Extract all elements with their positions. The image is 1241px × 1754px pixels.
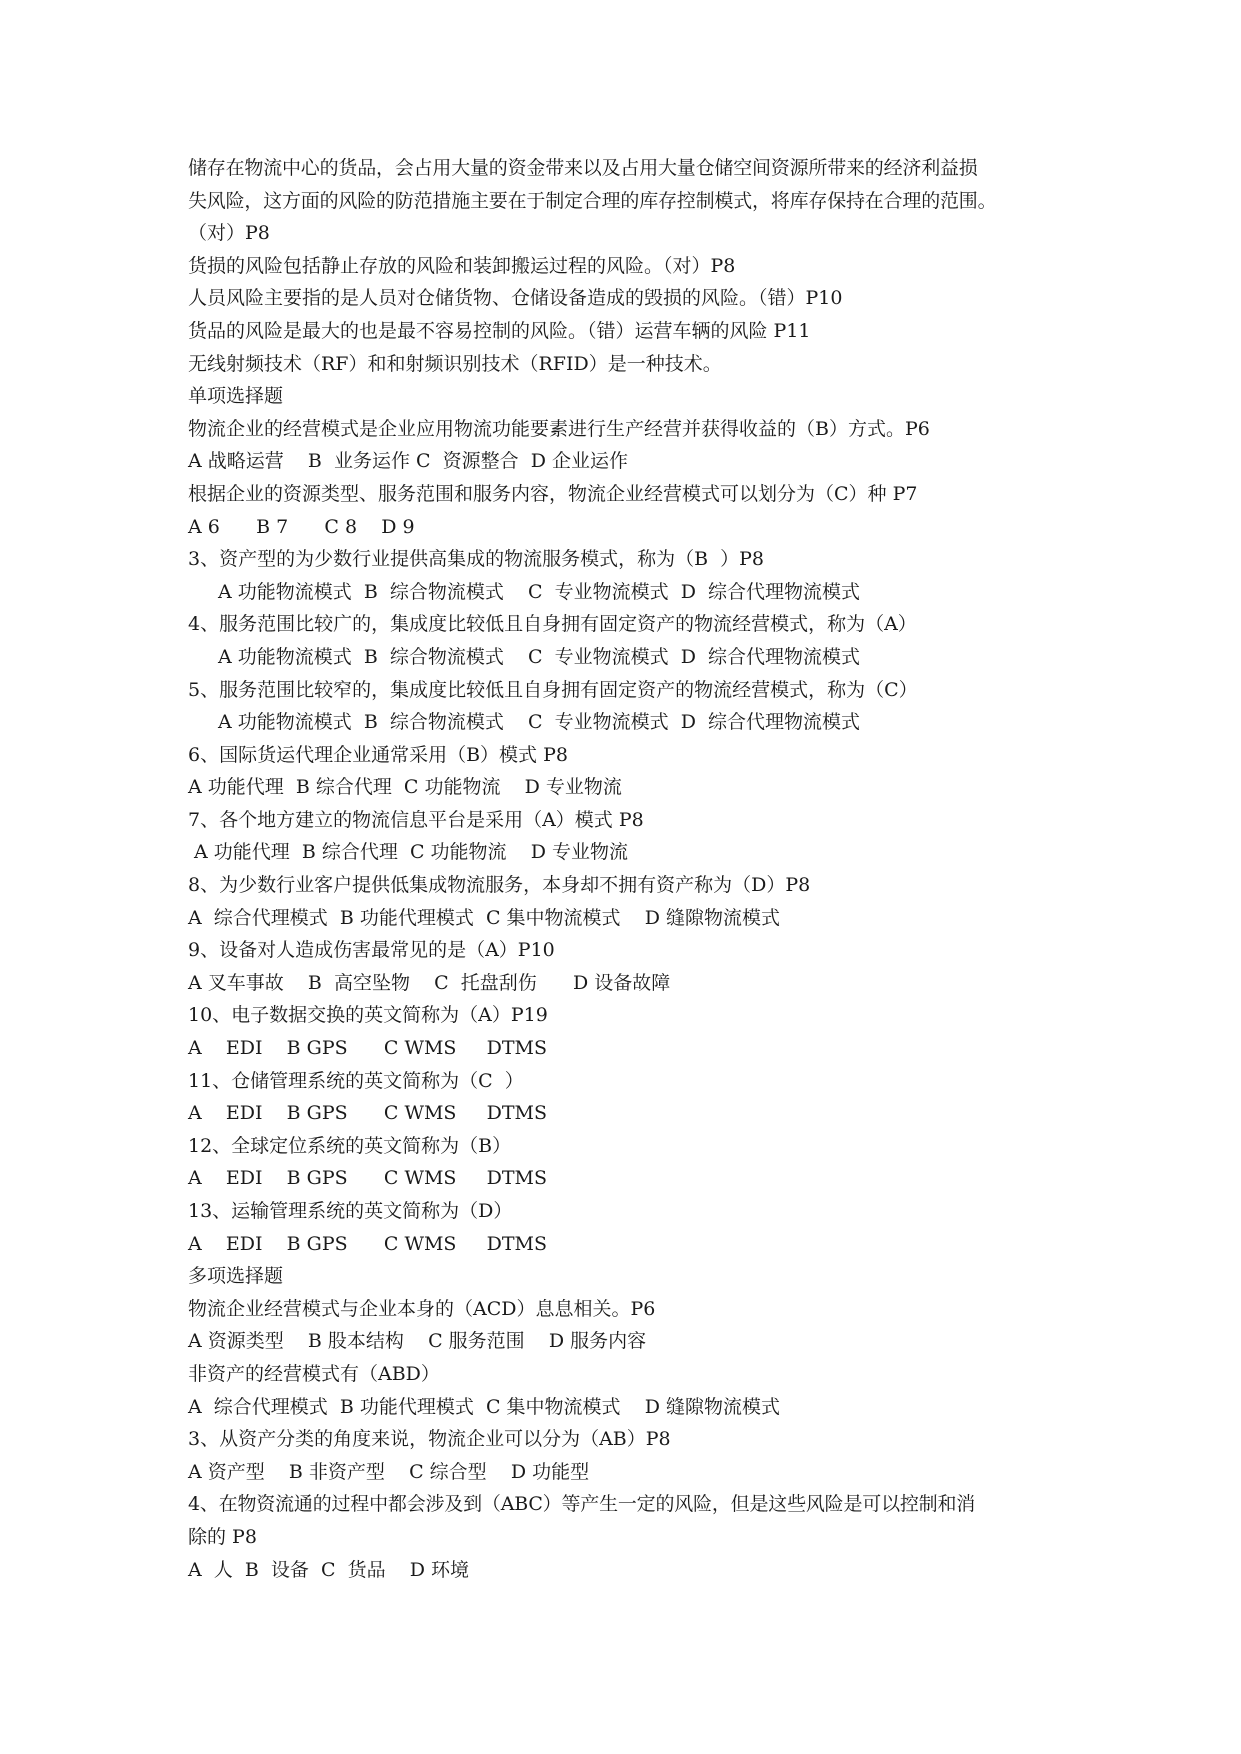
paragraph-line: 储存在物流中心的货品，会占用大量的资金带来以及占用大量仓储空间资源所带来的经济利益损 bbox=[188, 157, 978, 179]
document-body bbox=[188, 152, 1068, 1586]
answer-options: A EDI B GPS C WMS DTMS bbox=[188, 1037, 548, 1060]
answer-options: A 战略运营 B 业务运作 C 资源整合 D 企业运作 bbox=[188, 450, 628, 473]
question-line: 3、资产型的为少数行业提供高集成的物流服务模式，称为（B ）P8 bbox=[188, 548, 765, 571]
section-heading-multiple-choice: 多项选择题 bbox=[188, 1265, 284, 1288]
true-false-item: 货品的风险是最大的也是最不容易控制的风险。（错）运营车辆的风险 P11 bbox=[188, 319, 811, 342]
question-line: 13、运输管理系统的英文简称为（D） bbox=[188, 1200, 513, 1222]
true-false-item: 人员风险主要指的是人员对仓储货物、仓储设备造成的毁损的风险。（错）P10 bbox=[188, 287, 843, 310]
question-line: 6、国际货运代理企业通常采用（B）模式 P8 bbox=[188, 743, 568, 766]
question-line: 根据企业的资源类型、服务范围和服务内容，物流企业经营模式可以划分为（C）种 P7 bbox=[188, 482, 918, 505]
answer-options: A 资产型 B 非资产型 C 综合型 D 功能型 bbox=[188, 1460, 590, 1483]
answer-options: A 综合代理模式 B 功能代理模式 C 集中物流模式 D 缝隙物流模式 bbox=[188, 1395, 780, 1418]
answer-options: A 功能物流模式 B 综合物流模式 C 专业物流模式 D 综合代理物流模式 bbox=[218, 711, 861, 734]
answer-options: A 人 B 设备 C 货品 D 环境 bbox=[188, 1558, 470, 1581]
section-heading-single-choice: 单项选择题 bbox=[188, 385, 284, 408]
question-line: 12、全球定位系统的英文简称为（B） bbox=[188, 1134, 512, 1157]
answer-options: A 综合代理模式 B 功能代理模式 C 集中物流模式 D 缝隙物流模式 bbox=[188, 906, 780, 929]
answer-options: A 功能代理 B 综合代理 C 功能物流 D 专业物流 bbox=[188, 841, 628, 864]
answer-options: A EDI B GPS C WMS DTMS bbox=[188, 1102, 548, 1125]
paragraph-line: （对）P8 bbox=[188, 222, 270, 245]
question-line: 物流企业的经营模式是企业应用物流功能要素进行生产经营并获得收益的（B）方式。P6 bbox=[188, 417, 930, 440]
answer-options: A 功能物流模式 B 综合物流模式 C 专业物流模式 D 综合代理物流模式 bbox=[218, 645, 861, 668]
answer-options: A 功能物流模式 B 综合物流模式 C 专业物流模式 D 综合代理物流模式 bbox=[218, 580, 861, 603]
question-line: 非资产的经营模式有（ABD） bbox=[188, 1362, 440, 1385]
question-line: 8、为少数行业客户提供低集成物流服务，本身却不拥有资产称为（D）P8 bbox=[188, 874, 811, 897]
answer-options: A 功能代理 B 综合代理 C 功能物流 D 专业物流 bbox=[188, 776, 622, 799]
paragraph-line: 失风险，这方面的风险的防范措施主要在于制定合理的库存控制模式，将库存保持在合理的范围。 bbox=[188, 189, 997, 212]
answer-options: A EDI B GPS C WMS DTMS bbox=[188, 1167, 548, 1190]
answer-options: A 6 B 7 C 8 D 9 bbox=[188, 515, 415, 538]
question-line: 10、电子数据交换的英文简称为（A）P19 bbox=[188, 1004, 548, 1027]
question-line: 除的 P8 bbox=[188, 1525, 257, 1548]
question-line: 11、仓储管理系统的英文简称为（C ） bbox=[188, 1069, 524, 1092]
question-line: 4、在物资流通的过程中都会涉及到（ABC）等产生一定的风险，但是这些风险是可以控制和消 bbox=[188, 1493, 976, 1516]
question-line: 9、设备对人造成伤害最常见的是（A）P10 bbox=[188, 939, 555, 962]
question-line: 3、从资产分类的角度来说，物流企业可以分为（AB）P8 bbox=[188, 1428, 671, 1451]
answer-options: A 资源类型 B 股本结构 C 服务范围 D 服务内容 bbox=[188, 1330, 647, 1353]
question-line: 5、服务范围比较窄的，集成度比较低且自身拥有固定资产的物流经营模式，称为（C） bbox=[188, 678, 918, 701]
question-line: 物流企业经营模式与企业本身的（ACD）息息相关。P6 bbox=[188, 1297, 656, 1320]
true-false-item: 货损的风险包括静止存放的风险和装卸搬运过程的风险。（对）P8 bbox=[188, 254, 736, 277]
answer-options: A EDI B GPS C WMS DTMS bbox=[188, 1232, 548, 1255]
question-line: 7、各个地方建立的物流信息平台是采用（A）模式 P8 bbox=[188, 808, 644, 831]
question-line: 4、服务范围比较广的，集成度比较低且自身拥有固定资产的物流经营模式，称为（A） bbox=[188, 613, 917, 636]
true-false-item: 无线射频技术（RF）和和射频识别技术（RFID）是一种技术。 bbox=[188, 352, 722, 375]
answer-options: A 叉车事故 B 高空坠物 C 托盘刮伤 D 设备故障 bbox=[188, 971, 671, 994]
